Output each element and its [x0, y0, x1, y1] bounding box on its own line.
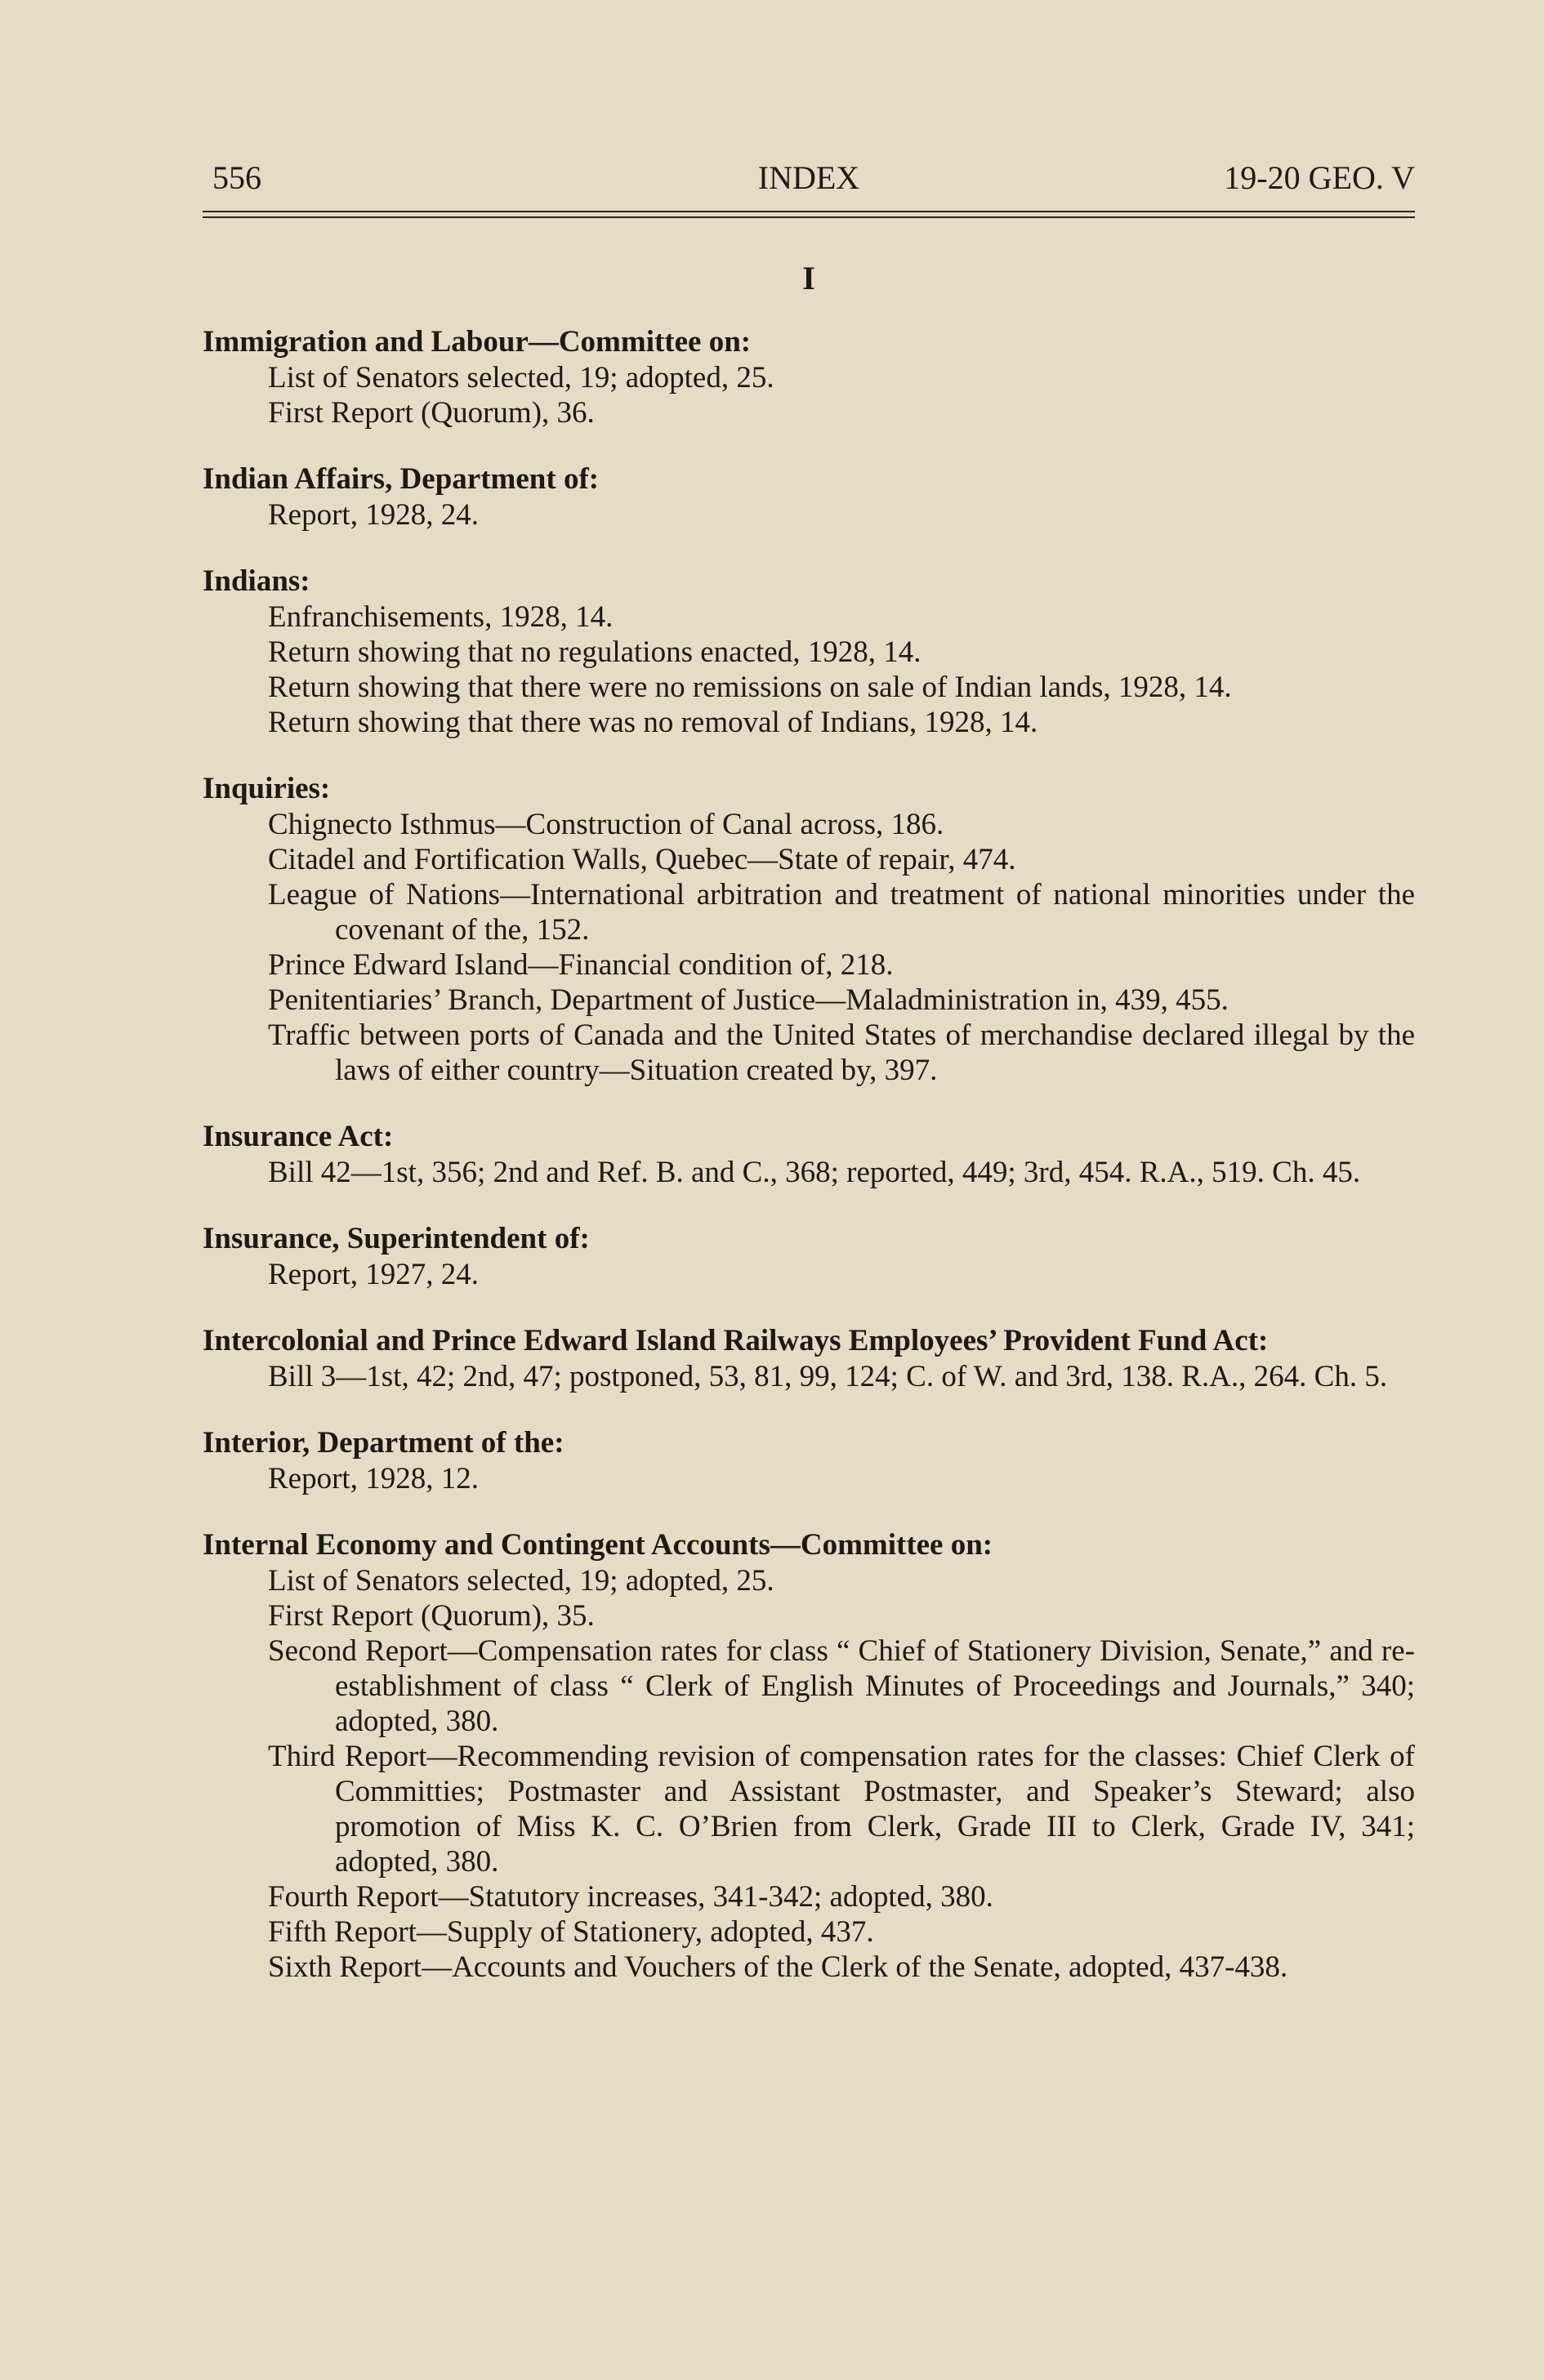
- subentry-list: [203, 599, 1415, 740]
- subentry: Fourth Report—Statutory increases, 341-342; adopted, 380.: [268, 1880, 993, 1914]
- subentry: Fifth Report—Supply of Stationery, adopted, 437.: [268, 1915, 874, 1949]
- running-title: INDEX: [757, 159, 860, 196]
- subentry-list: [203, 1563, 1415, 1985]
- entry-heading: Insurance Act:: [203, 1120, 394, 1153]
- subentry: League of Nations—International arbitration and treatment of national minorities under the covenant of the, 152.: [268, 878, 1415, 947]
- subentry: Chignecto Isthmus—Construction of Canal across, 186.: [268, 808, 944, 841]
- entry-heading: Intercolonial and Prince Edward Island Railways Employees’ Provident Fund Act:: [203, 1324, 1269, 1357]
- subentry-list: [203, 360, 1415, 430]
- index-entry: [203, 461, 1415, 533]
- subentry: List of Senators selected, 19; adopted, 25.: [268, 361, 774, 394]
- subentry: Third Report—Recommending revision of compensation rates for the classes: Chief Clerk of Committies; Postmaster and Assistant Postmaster, and Speaker’s Steward; also promotion of Miss K. C. O’Brien from Clerk, Grade III to Clerk, Grade IV, 341; adopted, 380.: [268, 1740, 1415, 1879]
- subentry: Traffic between ports of Canada and the United States of merchandise declared illegal by the laws of either country—Situation created by, 397.: [268, 1018, 1415, 1087]
- index-entry: [203, 564, 1415, 740]
- subentry-list: [203, 807, 1415, 1088]
- index-entry: [203, 1323, 1415, 1394]
- subentry: Citadel and Fortification Walls, Quebec—State of repair, 474.: [268, 843, 1016, 876]
- subentry-list: [203, 497, 1415, 533]
- section-letter: I: [802, 260, 815, 296]
- page-number: 556: [212, 159, 261, 196]
- running-head: [203, 145, 1415, 196]
- subentry: Bill 3—1st, 42; 2nd, 47; postponed, 53, 81, 99, 124; C. of W. and 3rd, 138. R.A., 264. Ch. 5.: [268, 1360, 1388, 1393]
- subentry-list: [203, 1461, 1415, 1496]
- subentry: List of Senators selected, 19; adopted, 25.: [268, 1564, 774, 1598]
- subentry: First Report (Quorum), 35.: [268, 1599, 595, 1633]
- header-double-rule: [203, 211, 1415, 218]
- subentry: Report, 1927, 24.: [268, 1258, 479, 1291]
- entry-heading: Indian Affairs, Department of:: [203, 462, 600, 496]
- subentry: Report, 1928, 12.: [268, 1462, 479, 1495]
- subentry-list: [203, 1257, 1415, 1292]
- volume-label: 19-20 GEO. V: [1224, 159, 1415, 196]
- subentry: Return showing that there were no remissions on sale of Indian lands, 1928, 14.: [268, 671, 1232, 704]
- index-entry: [203, 324, 1415, 430]
- subentry: Return showing that no regulations enacted, 1928, 14.: [268, 635, 921, 669]
- subentry: Second Report—Compensation rates for class “ Chief of Stationery Division, Senate,” and re-establishment of class “ Clerk of English Minutes of Proceedings and Journals,” 340; adopted, 380.: [268, 1634, 1415, 1738]
- subentry: Bill 42—1st, 356; 2nd and Ref. B. and C., 368; reported, 449; 3rd, 454. R.A., 519. Ch. 45.: [268, 1156, 1361, 1189]
- subentry: Prince Edward Island—Financial condition of, 218.: [268, 948, 894, 982]
- entry-heading: Indians:: [203, 564, 310, 598]
- index-entry: [203, 1527, 1415, 1985]
- subentry: Report, 1928, 24.: [268, 498, 479, 532]
- index-entry: [203, 1119, 1415, 1190]
- entry-heading: Inquiries:: [203, 772, 331, 805]
- entry-heading: Interior, Department of the:: [203, 1426, 564, 1460]
- index-entries: [203, 324, 1415, 1985]
- subentry: Penitentiaries’ Branch, Department of Justice—Maladministration in, 439, 455.: [268, 983, 1229, 1017]
- subentry: First Report (Quorum), 36.: [268, 396, 595, 430]
- subentry: Sixth Report—Accounts and Vouchers of the Clerk of the Senate, adopted, 437-438.: [268, 1950, 1288, 1984]
- subentry: Return showing that there was no removal of Indians, 1928, 14.: [268, 706, 1038, 739]
- entry-heading: Insurance, Superintendent of:: [203, 1222, 590, 1255]
- index-entry: [203, 771, 1415, 1088]
- index-entry: [203, 1425, 1415, 1496]
- subentry: Enfranchisements, 1928, 14.: [268, 600, 614, 634]
- entry-heading: Internal Economy and Contingent Accounts—Committee on:: [203, 1528, 993, 1562]
- subentry-list: [203, 1155, 1415, 1190]
- entry-heading: Immigration and Labour—Committee on:: [203, 325, 752, 359]
- index-entry: [203, 1221, 1415, 1292]
- subentry-list: [203, 1359, 1415, 1394]
